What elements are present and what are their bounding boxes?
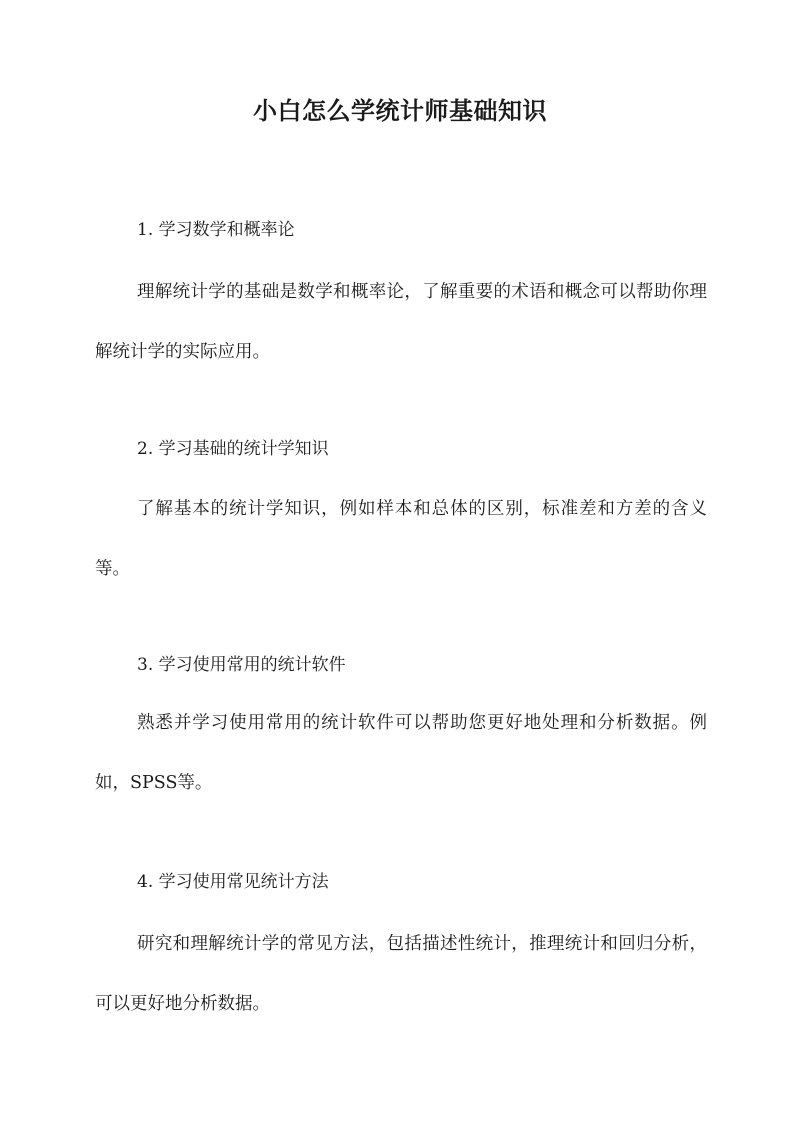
section-paragraph: 熟悉并学习使用常用的统计软件可以帮助您更好地处理和分析数据。例如，SPSS等。 [95, 713, 707, 793]
section-heading: 4. 学习使用常见统计方法 [137, 872, 329, 892]
section-heading: 2. 学习基础的统计学知识 [137, 439, 329, 459]
section-paragraph: 研究和理解统计学的常见方法，包括描述性统计，推理统计和回归分析，可以更好地分析数据。 [95, 934, 707, 1014]
section-heading: 3. 学习使用常用的统计软件 [137, 655, 346, 675]
document-title: 小白怎么学统计师基础知识 [253, 96, 547, 125]
section-paragraph: 理解统计学的基础是数学和概率论，了解重要的术语和概念可以帮助你理解统计学的实际应用。 [95, 282, 707, 362]
section-paragraph: 了解基本的统计学知识，例如样本和总体的区别，标准差和方差的含义等。 [95, 499, 707, 579]
section-heading: 1. 学习数学和概率论 [137, 220, 295, 240]
